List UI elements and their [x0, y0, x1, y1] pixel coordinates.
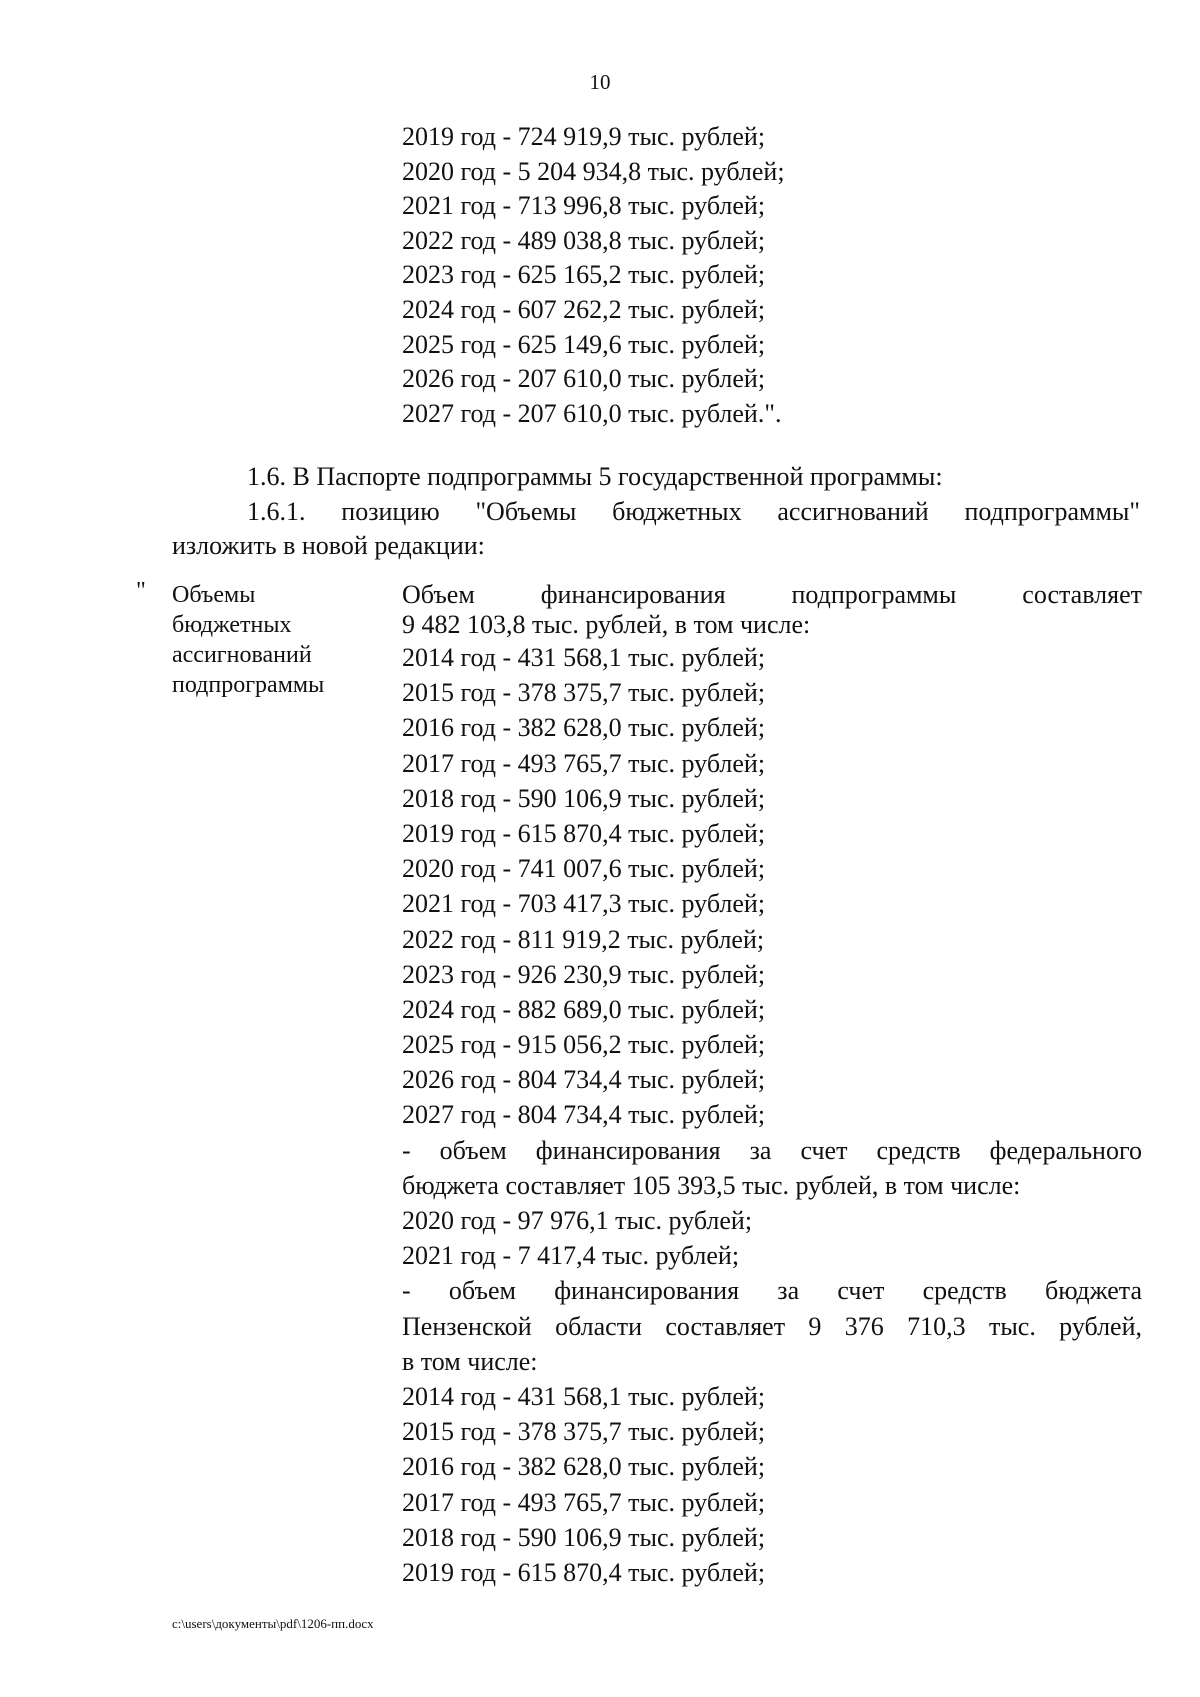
- list-item: 2022 год - 489 038,8 тыс. рублей;: [402, 225, 766, 255]
- funding-total-text: Объем финансирования подпрограммы составляет: [402, 580, 1142, 609]
- list-item: 2016 год - 382 628,0 тыс. рублей;: [402, 713, 766, 743]
- list-item: 2021 год - 703 417,3 тыс. рублей;: [402, 889, 766, 919]
- list-item: 2018 год - 590 106,9 тыс. рублей;: [402, 1522, 766, 1552]
- list-item: 2025 год - 625 149,6 тыс. рублей;: [402, 329, 766, 359]
- left-cell-line: Объемы: [172, 582, 256, 608]
- regional-funding-text-end: в том числе:: [402, 1346, 538, 1376]
- section-heading: 1.6. В Паспорте подпрограммы 5 государственной программы:: [247, 462, 943, 491]
- list-item: 2014 год - 431 568,1 тыс. рублей;: [402, 1381, 766, 1411]
- list-item: 2020 год - 97 976,1 тыс. рублей;: [402, 1206, 753, 1235]
- opening-quote: ": [136, 578, 146, 604]
- list-item: 2022 год - 811 919,2 тыс. рублей;: [402, 924, 765, 954]
- list-item: 2026 год - 804 734,4 тыс. рублей;: [402, 1065, 766, 1095]
- list-item: 2027 год - 207 610,0 тыс. рублей.".: [402, 398, 782, 428]
- file-path-footer: c:\users\документы\pdf\1206-пп.docx: [172, 1616, 374, 1631]
- page-number: 10: [589, 70, 611, 94]
- funding-total-amount: 9 482 103,8 тыс. рублей, в том числе:: [402, 610, 811, 639]
- list-item: 2021 год - 7 417,4 тыс. рублей;: [402, 1241, 740, 1271]
- list-item: 2026 год - 207 610,0 тыс. рублей;: [402, 364, 766, 394]
- list-item: 2014 год - 431 568,1 тыс. рублей;: [402, 643, 766, 672]
- amendment-intro: [172, 460, 1140, 564]
- list-item: 2017 год - 493 765,7 тыс. рублей;: [402, 1487, 766, 1517]
- table-left-cell: [172, 580, 382, 700]
- list-item: 2018 год - 590 106,9 тыс. рублей;: [402, 783, 766, 813]
- left-cell-line: подпрограммы: [172, 672, 325, 698]
- subsection-text: 1.6.1. позицию "Объемы бюджетных ассигнований подпрограммы": [247, 496, 1140, 526]
- left-cell-line: ассигнований: [172, 642, 312, 668]
- list-item: 2019 год - 615 870,4 тыс. рублей;: [402, 818, 766, 848]
- list-item: 2025 год - 915 056,2 тыс. рублей;: [402, 1030, 766, 1060]
- regional-funding-text-continuation: Пензенской области составляет 9 376 710,3 тыс. рублей,: [402, 1311, 1142, 1341]
- subsection-text-continuation: изложить в новой редакции:: [172, 531, 485, 561]
- list-item: 2019 год - 615 870,4 тыс. рублей;: [402, 1557, 766, 1587]
- regional-funding-text: - объем финансирования за счет средств бюджета: [402, 1276, 1142, 1306]
- top-funding-list: [402, 120, 785, 431]
- list-item: 2023 год - 625 165,2 тыс. рублей;: [402, 260, 766, 290]
- list-item: 2019 год - 724 919,9 тыс. рублей;: [402, 122, 766, 151]
- list-item: 2021 год - 713 996,8 тыс. рублей;: [402, 191, 766, 221]
- list-item: 2020 год - 741 007,6 тыс. рублей;: [402, 854, 766, 884]
- federal-funding-text-continuation: бюджета составляет 105 393,5 тыс. рублей, в том числе:: [402, 1170, 1021, 1200]
- list-item: 2027 год - 804 734,4 тыс. рублей;: [402, 1100, 766, 1130]
- list-item: 2015 год - 378 375,7 тыс. рублей;: [402, 678, 766, 708]
- list-item: 2020 год - 5 204 934,8 тыс. рублей;: [402, 156, 785, 186]
- list-item: 2016 год - 382 628,0 тыс. рублей;: [402, 1452, 766, 1482]
- list-item: 2023 год - 926 230,9 тыс. рублей;: [402, 959, 766, 989]
- list-item: 2017 год - 493 765,7 тыс. рублей;: [402, 748, 766, 778]
- table-right-cell: [402, 580, 1142, 1590]
- list-item: 2015 год - 378 375,7 тыс. рублей;: [402, 1417, 766, 1447]
- list-item: 2024 год - 882 689,0 тыс. рублей;: [402, 994, 766, 1024]
- left-cell-line: бюджетных: [172, 612, 292, 638]
- federal-funding-text: - объем финансирования за счет средств федерального: [402, 1135, 1142, 1165]
- list-item: 2024 год - 607 262,2 тыс. рублей;: [402, 294, 766, 324]
